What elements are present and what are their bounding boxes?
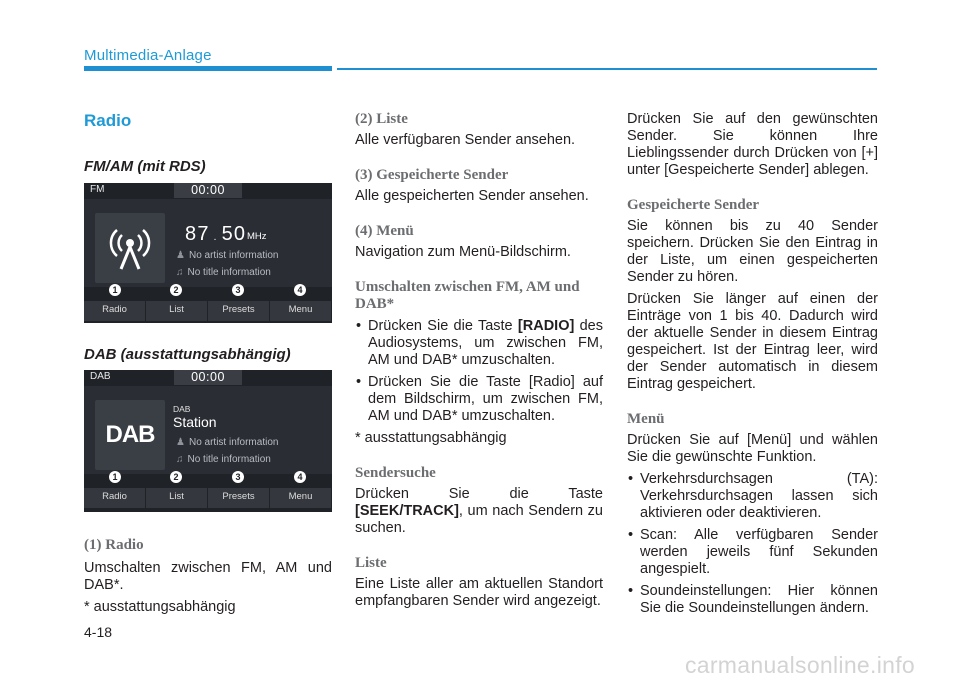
menu-desc: Navigation zum Menü-Bildschirm. (355, 244, 571, 260)
menue-list (627, 471, 878, 617)
fm-screen (84, 183, 332, 323)
gespeichert-desc: Alle gespeicherten Sender ansehen. (355, 188, 589, 204)
header-title: Multimedia-Anlage (84, 47, 212, 64)
list-button[interactable]: List (146, 301, 208, 321)
dab-label: DAB (173, 404, 191, 414)
callout-4: 4 (294, 284, 306, 296)
list-item: • Drücken Sie die Taste [Radio] auf dem Bildschirm, um zwischen FM, AM und DAB* umzuschalten. (355, 374, 603, 425)
callout-3: 3 (232, 471, 244, 483)
section-title: Radio (84, 111, 132, 130)
heading-liste-2: Liste (355, 555, 387, 571)
list-item: • Verkehrsdurchsagen (TA): Verkehrsdurchsagen lassen sich aktivieren oder deaktivieren. (627, 471, 878, 522)
title-info: ♫ No title information (176, 267, 271, 278)
menue-desc: Drücken Sie auf [Menü] und wählen Sie die gewünschte Funktion. (627, 432, 878, 465)
person-icon: ♟ (176, 437, 185, 448)
page-number: 4-18 (84, 624, 113, 640)
liste-desc: Alle verfügbaren Sender ansehen. (355, 132, 576, 148)
header-bar-thin (337, 68, 877, 70)
softkey-bar (84, 301, 332, 321)
gesp-desc-1: Sie können bis zu 40 Sender speichern. Drücken Sie den Eintrag in der Liste, um einen gespeicherten Sender zu hören. (627, 218, 878, 285)
footnote: * ausstattungsabhängig (84, 599, 236, 615)
col1-radio-text (84, 537, 332, 616)
heading-sendersuche: Sendersuche (355, 465, 436, 481)
liste2-desc: Eine Liste aller am aktuellen Standort empfangbaren Sender wird angezeigt. (355, 576, 603, 609)
list-item: • Scan: Alle verfügbaren Sender werden jeweils fünf Sekunden angespielt. (627, 527, 878, 578)
title-info: ♫ No title information (176, 454, 271, 465)
music-icon: ♫ (176, 267, 184, 278)
callout-1: 1 (109, 284, 121, 296)
presets-button[interactable]: Presets (208, 301, 270, 321)
heading-menu: (4) Menü (355, 223, 414, 239)
heading-gespeicherte-sender: Gespeicherte Sender (627, 197, 760, 213)
artist-info: ♟ No artist information (176, 437, 279, 448)
callout-3: 3 (232, 284, 244, 296)
frequency: 87 . 50 (185, 223, 247, 245)
subheading-fm: FM/AM (mit RDS) (84, 158, 206, 175)
frequency-unit: MHz (247, 231, 267, 242)
radio-button[interactable]: Radio (84, 301, 146, 321)
col3 (627, 111, 878, 617)
menu-button[interactable]: Menu (270, 488, 332, 508)
heading-gespeichert: (3) Gespeicherte Sender (355, 167, 509, 183)
band-label: FM (90, 184, 105, 195)
dab-screen (84, 370, 332, 512)
umschalten-list (355, 318, 603, 425)
radio-desc-line2: DAB*. (84, 577, 124, 593)
heading-menue: Menü (627, 411, 665, 427)
header-bar-thick (84, 66, 332, 71)
callout-1: 1 (109, 471, 121, 483)
radio-desc-line1: Umschalten zwischen FM, AM und (84, 560, 332, 576)
list-button[interactable]: List (146, 488, 208, 508)
clock: 00:00 (174, 183, 242, 198)
music-icon: ♫ (176, 454, 184, 465)
artist-info: ♟ No artist information (176, 250, 279, 261)
callout-2: 2 (170, 471, 182, 483)
person-icon: ♟ (176, 250, 185, 261)
band-label: DAB (90, 371, 111, 382)
callout-2: 2 (170, 284, 182, 296)
col2 (355, 111, 603, 610)
list-item: • Drücken Sie die Taste [RADIO] des Audiosystems, um zwischen FM, AM und DAB* umzuschalten. (355, 318, 603, 369)
list-item: • Soundeinstellungen: Hier können Sie die Soundeinstellungen ändern. (627, 583, 878, 617)
gesp-desc-2: Drücken Sie länger auf einen der Einträge von 1 bis 40. Dadurch wird der aktuelle Sender in diesem Eintrag gespeichert. Ist der Eintrag leer, wird der Sender automatisch in diesem Eintrag gespeichert. (627, 291, 878, 392)
radio-tower-icon (95, 213, 165, 283)
watermark: carmanualsonline.info (684, 652, 915, 678)
softkey-bar (84, 488, 332, 508)
heading-umschalten: Umschalten zwischen FM, AM und DAB* (355, 279, 580, 312)
dab-logo-icon: DAB (95, 400, 165, 470)
top-desc: Drücken Sie auf den gewünschten Sender. Sie können Ihre Lieblingssender durch Drücken von [+] unter [Gespeicherte Sender] ablegen. (627, 111, 878, 178)
sendersuche-desc: Drücken Sie die Taste [SEEK/TRACK], um nach Sendern zu suchen. (355, 486, 603, 536)
radio-button[interactable]: Radio (84, 488, 146, 508)
menu-button[interactable]: Menu (270, 301, 332, 321)
station-name: Station (173, 414, 217, 430)
callout-4: 4 (294, 471, 306, 483)
subheading-dab: DAB (ausstattungsabhängig) (84, 346, 291, 363)
clock: 00:00 (174, 370, 242, 385)
heading-radio: (1) Radio (84, 537, 144, 553)
heading-liste: (2) Liste (355, 111, 408, 127)
footnote: * ausstattungsabhängig (355, 430, 507, 446)
presets-button[interactable]: Presets (208, 488, 270, 508)
